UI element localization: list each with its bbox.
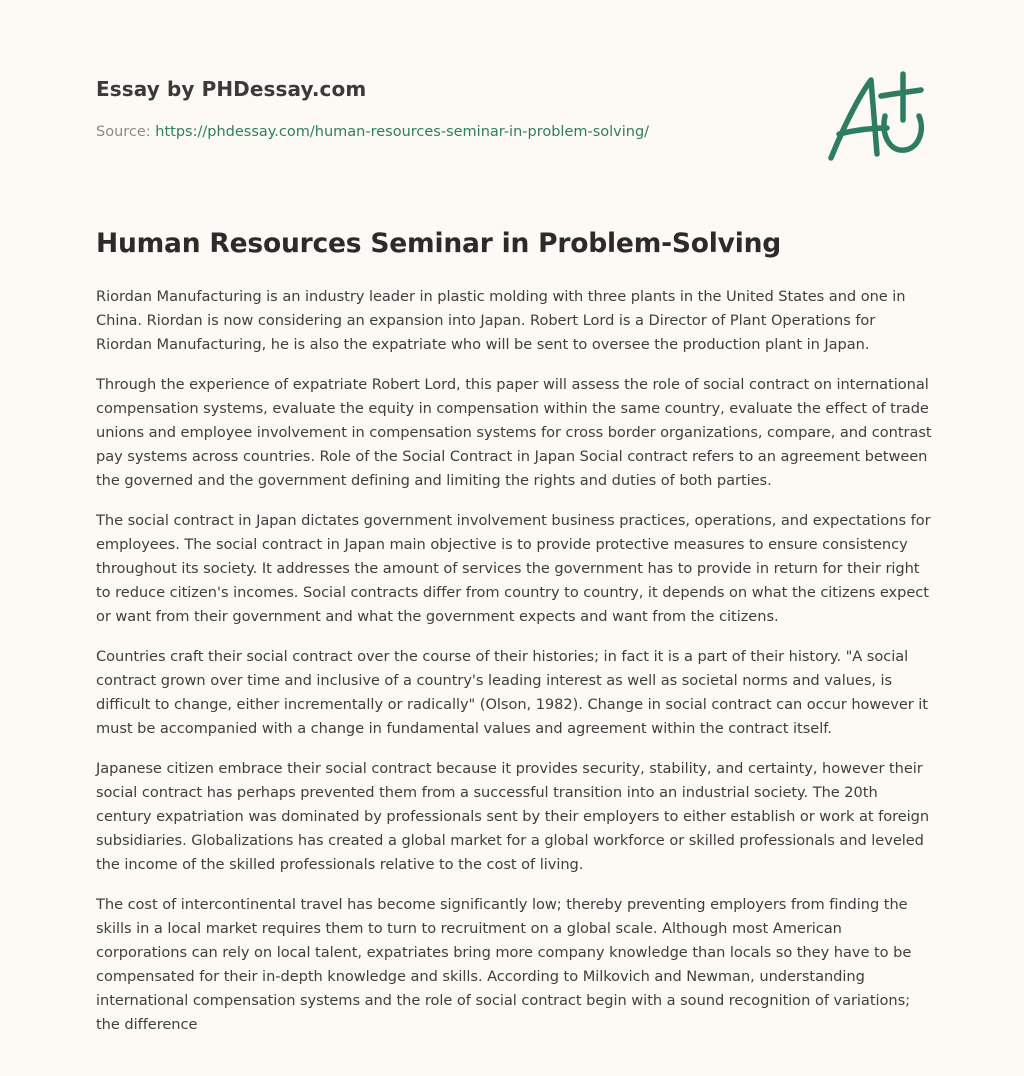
essay-paragraph: The social contract in Japan dictates government involvement business practices, operations, and expectations for employees. The social contract in Japan main objective is to provide protective measures to ensure consistency throughout its society. It addresses the amount of services the government has to provide in return for their right to reduce citizen's incomes. Social contracts differ from country to country, it depends on what the citizens expect or want from their government and what the government expects and want from the citizens. xyxy=(96,512,931,625)
page-header xyxy=(96,0,932,180)
site-brand-title: Essay by PHDessay.com xyxy=(96,77,367,101)
source-line xyxy=(96,124,649,140)
essay-paragraph: Japanese citizen embrace their social contract because it provides security, stability, and certainty, however their social contract has perhaps prevented them from a successful transition into an industrial society. The 20th century expatriation was dominated by professionals sent by their employers to either establish or work at foreign subsidiaries. Globalizations has created a global market for a global workforce or skilled professionals and leveled the income of the skilled professionals relative to the cost of living. xyxy=(96,760,930,873)
essay-paragraph: Through the experience of expatriate Robert Lord, this paper will assess the role of social contract on international compensation systems, evaluate the equity in compensation within the same country, evaluate the effect of trade unions and employee involvement in compensation systems for cross border organizations, compare, and contrast pay systems across countries. Role of the Social Contract in Japan Social contract refers to an agreement between the governed and the government defining and limiting the rights and duties of both parties. xyxy=(96,376,932,489)
essay-paragraph: Countries craft their social contract over the course of their histories; in fact it is a part of their history. "A social contract grown over time and inclusive of a country's leading interest as well as societal norms and values, is difficult to change, either incrementally or radically" (Olson, 1982). Change in social contract can occur however it must be accompanied with a change in fundamental values and agreement within the contract itself. xyxy=(96,648,928,737)
source-link[interactable]: https://phdessay.com/human-resources-seminar-in-problem-solving/ xyxy=(155,124,650,140)
essay-title: Human Resources Seminar in Problem-Solving xyxy=(96,228,782,259)
essay-paragraph: Riordan Manufacturing is an industry leader in plastic molding with three plants in the United States and one in China. Riordan is now considering an expansion into Japan. Robert Lord is a Director of Plant Operations for Riordan Manufacturing, he is also the expatriate who will be sent to oversee the production plant in Japan. xyxy=(96,288,906,353)
essay-paragraph: The cost of intercontinental travel has become significantly low; thereby preventing employers from finding the skills in a local market requires them to turn to recruitment on a global scale. Although most American corporations can rely on local talent, expatriates bring more company knowledge than locals so they have to be compensated for their in-depth knowledge and skills. According to Milkovich and Newman, understanding international compensation systems and the role of social contract begin with a sound recognition of variations; the difference xyxy=(96,896,912,1033)
essay-body xyxy=(96,285,932,1053)
essay-page xyxy=(96,0,932,1033)
source-label: Source: xyxy=(96,124,151,140)
a-plus-grade-icon xyxy=(821,68,929,164)
